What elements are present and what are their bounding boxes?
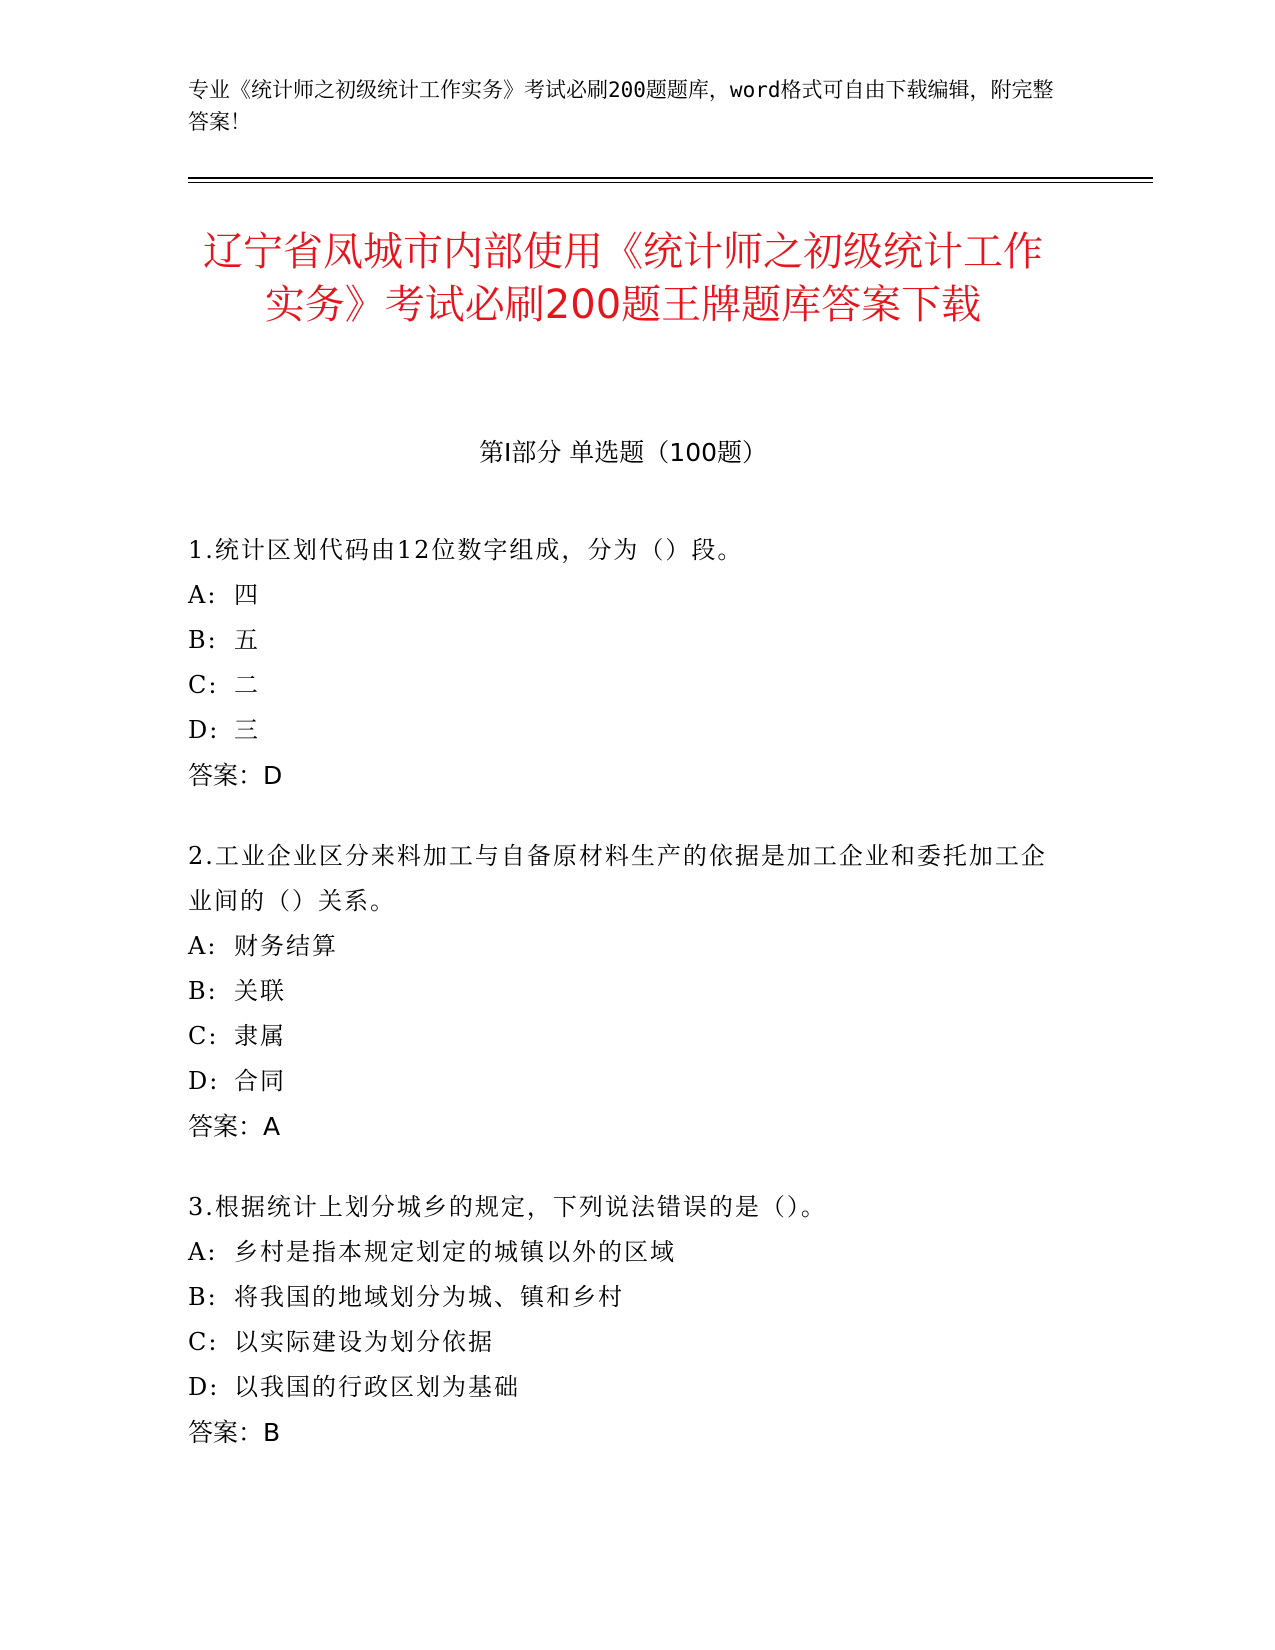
section-title: 第Ⅰ部分 单选题（100题） [478,438,768,467]
option-d [188,1365,1058,1410]
option-d [188,708,1058,753]
option-text: 四 [234,581,260,609]
question-stem: 3.根据统计上划分城乡的规定，下列说法错误的是（）。 [188,1193,827,1221]
header-divider-thin [188,182,1153,183]
option-text: 合同 [234,1067,286,1095]
option-letter: A: [188,581,218,609]
option-letter: A: [188,932,218,960]
option-letter: C: [188,671,219,699]
option-text: 财务结算 [234,932,338,960]
option-letter: B: [188,977,218,1005]
document-title: 辽宁省凤城市内部使用《统计师之初级统计工作实务》考试必刷200题王牌题库答案下载 [203,229,1043,328]
option-b [188,618,1058,663]
option-text: 以我国的行政区划为基础 [234,1373,520,1401]
option-b [188,969,1058,1014]
option-a [188,924,1058,969]
answer-line: 答案：D [188,761,283,790]
answer-line: 答案：B [188,1418,281,1447]
option-text: 三 [234,716,260,744]
option-text: 乡村是指本规定划定的城镇以外的区域 [234,1238,676,1266]
option-c [188,663,1058,708]
header-note: 专业《统计师之初级统计工作实务》考试必刷200题题库，word格式可自由下载编辑，附完整答案！ [188,78,1054,134]
option-letter: B: [188,1283,218,1311]
option-c [188,1320,1058,1365]
option-a [188,1230,1058,1275]
question-stem: 1.统计区划代码由12位数字组成，分为（）段。 [188,536,744,564]
option-letter: A: [188,1238,218,1266]
option-letter: D: [188,716,220,744]
question-1 [188,528,1058,798]
option-text: 以实际建设为划分依据 [234,1328,494,1356]
option-b [188,1275,1058,1320]
option-text: 隶属 [234,1022,286,1050]
option-letter: C: [188,1328,219,1356]
option-letter: D: [188,1067,220,1095]
option-letter: B: [188,626,218,654]
header-divider-thick [188,177,1153,179]
option-letter: D: [188,1373,220,1401]
question-list [188,528,1058,1491]
question-3 [188,1185,1058,1455]
option-a [188,573,1058,618]
option-text: 关联 [234,977,286,1005]
question-stem: 2.工业企业区分来料加工与自备原材料生产的依据是加工企业和委托加工企业间的（）关系。 [188,842,1047,915]
option-letter: C: [188,1022,219,1050]
option-c [188,1014,1058,1059]
option-text: 二 [234,671,260,699]
option-d [188,1059,1058,1104]
option-text: 将我国的地域划分为城、镇和乡村 [234,1283,624,1311]
option-text: 五 [234,626,260,654]
answer-line: 答案：A [188,1112,281,1141]
question-2 [188,834,1058,1149]
